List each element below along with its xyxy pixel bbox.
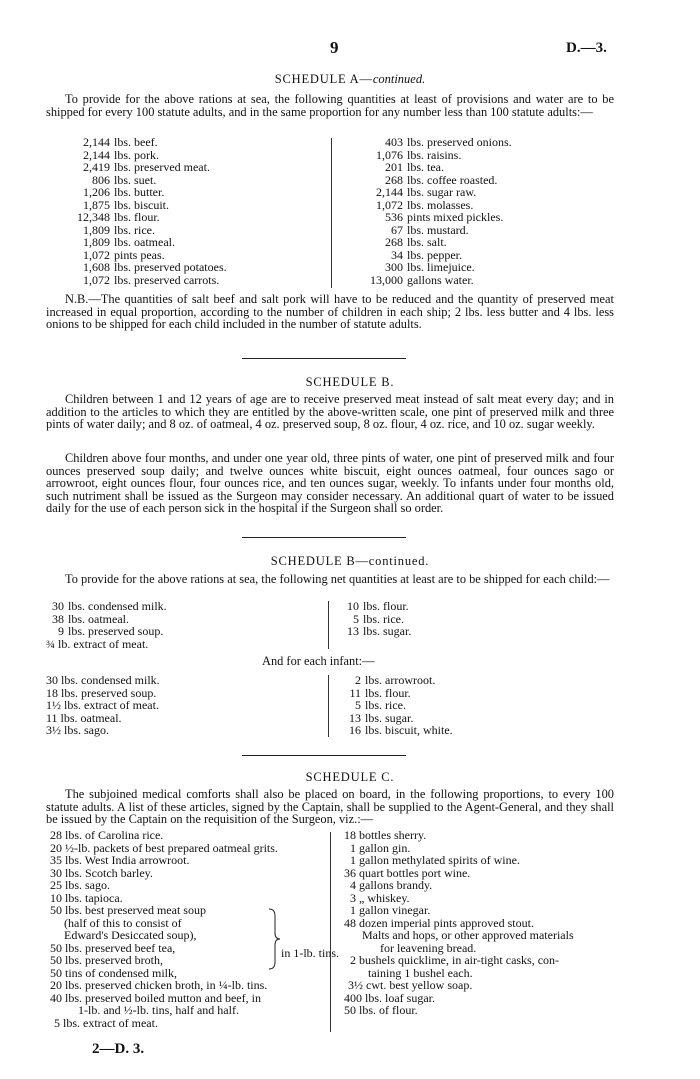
list-item: 13 lbs. sugar. [347,624,412,638]
list-item: 1,076 lbs. raisins. [376,147,462,162]
list-item: 13 lbs. sugar. [349,710,414,725]
schedule-b-heading: SCHEDULE B. [305,375,395,389]
column-divider [328,675,329,737]
list-item: 34 lbs. pepper. [391,247,462,262]
list-item: 1 gallon gin. [350,840,411,855]
list-item: 5 lbs. extract of meat. [54,1015,158,1030]
list-item: 1,206 lbs. butter. [83,185,165,199]
schedule-b-para-2: Children above four months, and under one year old, three pints of water, one pint of preserved milk and four ounces preserved soup daily; and twelve ounces white biscuit, eight ounces oatmeal, four ounces sago or arrowroot, eight ounces flour, four ounces rice, and ten ounces sugar, weekly. To infants under four months old, such nutriment shall be issued as the Surgeon may consider necessary. An additional quart of water to be issued daily for the use of each person sick in the hospital if the Surgeon shall so order. [46,451,614,516]
list-item: 9 lbs. preserved soup. [58,624,164,638]
list-item: 403 lbs. preserved onions. [385,135,512,149]
list-item: 35 lbs. West India arrowroot. [50,853,190,867]
list-item: 40 lbs. preserved boiled mutton and beef, in [50,990,261,1005]
list-item: 1,875 lbs. biscuit. [83,197,170,212]
schedule-a-heading [0,72,700,87]
list-item: ¾ lb. extract of meat. [46,636,149,651]
list-item: Edward's Desiccated soup), [64,928,197,942]
document-reference: D.—3. [566,40,607,56]
list-item: for leavening bread. [380,940,477,955]
list-item: 30 lbs. condensed milk. [52,599,167,613]
list-item: 25 lbs. sago. [50,878,110,892]
list-item: 5 lbs. rice. [355,698,406,712]
list-item: 13,000 gallons water. [370,272,474,287]
section-rule [242,755,406,756]
list-item: 18 bottles sherry. [344,828,427,842]
list-item: 536 pints mixed pickles. [385,210,504,224]
page-number: 9 [330,38,339,57]
list-item: 806 lbs. suet. [92,172,157,187]
section-rule [242,358,406,359]
list-item: 1,608 lbs. preserved potatoes. [83,260,227,274]
list-item: 1,809 lbs. rice. [83,222,155,237]
list-item: 268 lbs. coffee roasted. [385,172,498,187]
schedule-c-left-column [50,829,278,1029]
list-item: 1 gallon vinegar. [350,903,431,917]
schedule-a-left-column [60,136,227,286]
list-item: Malts and hops, or other approved materials [362,928,574,942]
list-item: 3½ cwt. best yellow soap. [348,978,473,992]
list-item: 1-lb. and ½-lb. tins, half and half. [78,1003,239,1017]
list-item: 10 lbs. flour. [347,599,409,613]
list-item: 300 lbs. limejuice. [385,260,475,274]
list-item: 20 ½-lb. packets of best prepared oatmeal grits. [50,840,278,855]
infant-label: And for each infant:— [262,654,375,668]
list-item: 2,144 lbs. beef. [83,135,158,149]
list-item: 3 „ whiskey. [350,890,410,905]
list-item: 1,072 lbs. molasses. [376,197,474,212]
list-item: 268 lbs. salt. [385,235,447,249]
list-item: 1,809 lbs. oatmeal. [83,235,175,249]
list-item: 2 bushels quicklime, in air-tight casks, con- [350,953,560,967]
list-item: 12,348 lbs. flour. [77,210,160,224]
list-item: 10 lbs. tapioca. [50,890,123,905]
list-item: 1 gallon methylated spirits of wine. [350,853,520,867]
list-item: 50 lbs. preserved broth, [50,953,163,967]
column-divider [328,601,329,649]
schedule-a-heading-suffix: continued. [372,72,426,86]
list-item: 4 gallons brandy. [350,878,433,892]
list-item: 2,144 lbs. sugar raw. [376,185,477,199]
column-divider [331,138,332,288]
list-item: 11 lbs. flour. [349,685,411,700]
list-item: 36 quart bottles port wine. [344,865,471,880]
list-item: 30 lbs. Scotch barley. [50,865,153,880]
section-rule [242,537,406,538]
infant-right-column [345,674,453,737]
child-left-column [46,600,167,650]
column-divider [330,832,331,1032]
schedule-a-right-column [343,136,512,286]
list-item: 50 lbs. best preserved meat soup [50,903,206,917]
list-item: 48 dozen imperial pints approved stout. [344,915,534,930]
schedule-c-heading: SCHEDULE C. [305,770,395,784]
child-right-column [345,600,411,638]
brace-label: in 1-lb. tins. [281,946,340,960]
list-item: 2,144 lbs. pork. [83,147,159,162]
list-item: 1,072 pints peas. [83,247,165,262]
footer-signature: 2—D. 3. [92,1041,145,1057]
list-item: 18 lbs. preserved soup. [46,685,157,700]
list-item: 2 lbs. arrowroot. [355,673,436,687]
list-item: 67 lbs. mustard. [391,222,469,237]
list-item: 50 lbs. of flour. [344,1003,418,1017]
list-item: 201 lbs. tea. [385,160,444,174]
list-item: 1,072 lbs. preserved carrots. [83,272,220,287]
schedule-a-intro: To provide for the above rations at sea, the following quantities at least of provisions and water are to be shipped for every 100 statute adults, and in the same proportion for any number less than 100 statute adults:— [46,92,614,119]
list-item: 11 lbs. oatmeal. [46,710,122,725]
list-item: 2,419 lbs. preserved meat. [83,160,210,174]
list-item: 16 lbs. biscuit, white. [349,723,453,737]
list-item: 38 lbs. oatmeal. [52,611,129,626]
list-item: 3½ lbs. sago. [46,723,109,737]
list-item: (half of this to consist of [64,915,182,930]
list-item: 50 tins of condensed milk, [50,965,177,980]
infant-left-column [46,674,160,737]
schedule-a-heading-text: SCHEDULE A— [274,72,373,86]
list-item: 400 lbs. loaf sugar. [344,990,435,1005]
list-item: 20 lbs. preserved chicken broth, in ¼-lb. tins. [50,978,268,992]
brace-icon [268,908,282,970]
schedule-b-cont-intro: To provide for the above rations at sea, the following net quantities at least are to be shipped for each child:— [65,572,610,586]
list-item: 1½ lbs. extract of meat. [46,698,159,712]
list-item: 50 lbs. preserved beef tea, [50,940,176,955]
schedule-c-right-column [344,829,574,1017]
list-item: 28 lbs. of Carolina rice. [50,828,164,842]
schedule-b-cont-heading: SCHEDULE B—continued. [270,554,430,568]
schedule-c-intro: The subjoined medical comforts shall also be placed on board, in the following proportions, to every 100 statute adults. A list of these articles, signed by the Captain, shall be supplied to the Agent-General, and they shall be issued by the Captain on the requisition of the Surgeon, viz.:— [46,787,614,827]
list-item: taining 1 bushel each. [368,965,473,980]
list-item: 30 lbs. condensed milk. [46,673,160,687]
schedule-b-para-1: Children between 1 and 12 years of age are to receive preserved meat instead of salt meat every day; and in addition to the articles to which they are entitled by the above-written scale, one pint of preserved milk and three pints of water daily; and 8 oz. of oatmeal, 4 oz. preserved soup, 8 oz. flour, 4 oz. rice, and 10 oz. sugar weekly. [46,392,614,432]
list-item: 5 lbs. rice. [353,611,404,626]
schedule-a-note: N.B.—The quantities of salt beef and salt pork will have to be reduced and the quantity of preserved meat increased in equal proportion, according to the number of children in each ship; 2 lbs. less butter and 4 lbs. less onions to be shipped for each child included in the number of statute adults. [46,292,614,332]
